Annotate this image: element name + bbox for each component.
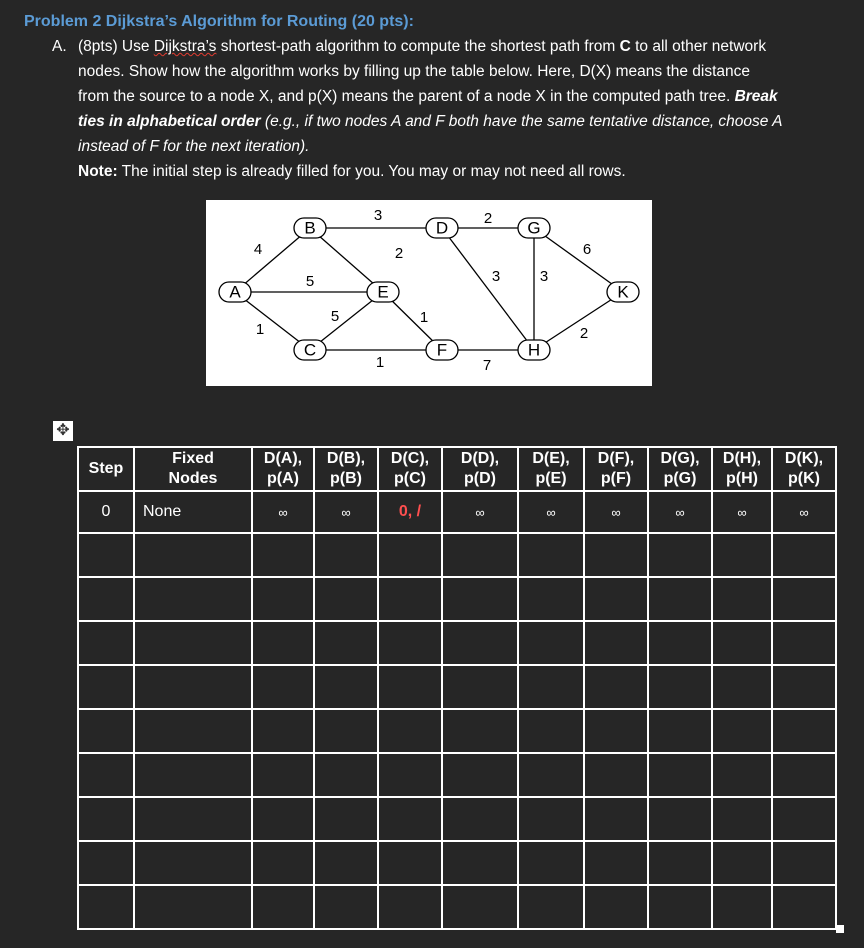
svg-text:F: F xyxy=(436,340,448,360)
row0-f[interactable]: ∞ xyxy=(584,491,648,533)
svg-text:A: A xyxy=(229,282,241,302)
table-cell[interactable] xyxy=(252,577,314,621)
table-cell[interactable] xyxy=(648,709,712,753)
table-cell[interactable] xyxy=(584,577,648,621)
table-cell[interactable] xyxy=(518,621,584,665)
table-cell[interactable] xyxy=(378,753,442,797)
table-cell[interactable] xyxy=(252,753,314,797)
header-c: D(C), p(C) xyxy=(378,447,442,491)
table-cell[interactable] xyxy=(378,621,442,665)
question-text xyxy=(78,34,848,184)
table-cell[interactable] xyxy=(78,665,134,709)
node-k xyxy=(607,282,639,302)
table-cell[interactable] xyxy=(134,885,252,929)
table-cell[interactable] xyxy=(518,665,584,709)
edge-weight-h-k: 2 xyxy=(579,324,589,342)
dijkstra-table xyxy=(77,446,837,930)
edge-weight-d-h: 3 xyxy=(491,267,501,285)
table-row xyxy=(78,577,836,621)
network-graph xyxy=(206,200,652,386)
q-line1-end: to all other network xyxy=(630,38,767,55)
edge-weight-d-g: 2 xyxy=(483,209,493,227)
q-line4-bold: ties in alphabetical order xyxy=(78,113,261,130)
header-step: Step xyxy=(78,447,134,491)
header-h: D(H), p(H) xyxy=(712,447,772,491)
table-cell[interactable] xyxy=(584,885,648,929)
row0-g[interactable]: ∞ xyxy=(648,491,712,533)
q-line2: nodes. Show how the algorithm works by filling up the table below. Here, D(X) means the distance xyxy=(78,63,751,80)
table-cell[interactable] xyxy=(314,841,378,885)
table-row xyxy=(78,491,836,533)
row0-b[interactable]: ∞ xyxy=(314,491,378,533)
header-a: D(A), p(A) xyxy=(252,447,314,491)
svg-text:K: K xyxy=(617,282,629,302)
header-k: D(K), p(K) xyxy=(772,447,836,491)
row0-step[interactable]: 0 xyxy=(78,491,134,533)
table-cell[interactable] xyxy=(442,841,518,885)
table-cell[interactable] xyxy=(442,797,518,841)
svg-text:H: H xyxy=(527,340,541,360)
table-cell[interactable] xyxy=(772,665,836,709)
table-cell[interactable] xyxy=(648,533,712,577)
node-h xyxy=(518,340,550,360)
table-cell[interactable] xyxy=(252,621,314,665)
table-cell[interactable] xyxy=(584,665,648,709)
edge-weight-b-d: 3 xyxy=(373,206,383,224)
q-line5-italic: instead of F for the next iteration). xyxy=(78,138,310,155)
table-cell[interactable] xyxy=(378,885,442,929)
table-cell[interactable] xyxy=(134,621,252,665)
table-row xyxy=(78,885,836,929)
edge-weight-g-k: 6 xyxy=(582,240,592,258)
table-row xyxy=(78,621,836,665)
table-cell[interactable] xyxy=(314,665,378,709)
header-f: D(F), p(F) xyxy=(584,447,648,491)
table-cell[interactable] xyxy=(314,621,378,665)
table-cell[interactable] xyxy=(78,577,134,621)
svg-text:E: E xyxy=(377,282,389,302)
row0-e[interactable]: ∞ xyxy=(518,491,584,533)
table-cell[interactable] xyxy=(518,885,584,929)
table-cell[interactable] xyxy=(378,665,442,709)
edge-weight-b-e: 2 xyxy=(394,244,404,262)
q-line1-pre: (8pts) Use xyxy=(78,38,154,55)
table-cell[interactable] xyxy=(648,665,712,709)
row0-d[interactable]: ∞ xyxy=(442,491,518,533)
table-cell[interactable] xyxy=(314,709,378,753)
table-cell[interactable] xyxy=(584,753,648,797)
table-cell[interactable] xyxy=(378,797,442,841)
table-cell[interactable] xyxy=(584,841,648,885)
table-cell[interactable] xyxy=(442,665,518,709)
table-cell[interactable] xyxy=(252,533,314,577)
table-cell[interactable] xyxy=(712,533,772,577)
table-cell[interactable] xyxy=(648,753,712,797)
q-line1-word: Dijkstra’s xyxy=(153,38,217,55)
table-cell[interactable] xyxy=(584,797,648,841)
table-cell[interactable] xyxy=(314,577,378,621)
table-cell[interactable] xyxy=(518,753,584,797)
q-line4-italic: (e.g., if two nodes A and F both have the same tentative distance, choose A xyxy=(264,113,783,130)
table-cell[interactable] xyxy=(584,709,648,753)
table-cell[interactable] xyxy=(712,841,772,885)
table-cell[interactable] xyxy=(584,533,648,577)
table-row xyxy=(78,841,836,885)
table-cell[interactable] xyxy=(712,797,772,841)
table-move-handle-icon[interactable]: ✥ xyxy=(53,421,73,441)
part-a-label: A. xyxy=(52,38,67,55)
problem-heading: Problem 2 Dijkstra’s Algorithm for Routing (20 pts): xyxy=(24,13,414,30)
table-cell[interactable] xyxy=(134,753,252,797)
table-cell[interactable] xyxy=(648,577,712,621)
q-line1-bold: C xyxy=(619,38,631,55)
header-row xyxy=(78,447,836,491)
svg-text:B: B xyxy=(304,218,316,238)
row0-fixed[interactable]: None xyxy=(134,491,252,533)
svg-text:G: G xyxy=(527,218,541,238)
table-cell[interactable] xyxy=(518,577,584,621)
edge-a-b xyxy=(235,228,310,292)
edge-weight-e-f: 1 xyxy=(419,308,429,326)
edge-h-k xyxy=(534,292,623,350)
table-cell[interactable] xyxy=(378,533,442,577)
table-row xyxy=(78,709,836,753)
table-cell[interactable] xyxy=(772,841,836,885)
table-cell[interactable] xyxy=(314,533,378,577)
table-cell[interactable] xyxy=(584,621,648,665)
table-cell[interactable] xyxy=(772,885,836,929)
table-cell[interactable] xyxy=(78,753,134,797)
table-cell[interactable] xyxy=(314,753,378,797)
q-line3-bold: Break xyxy=(734,88,778,105)
table-cell[interactable] xyxy=(442,709,518,753)
table-cell[interactable] xyxy=(648,621,712,665)
table-cell[interactable] xyxy=(772,709,836,753)
table-cell[interactable] xyxy=(134,533,252,577)
table-cell[interactable] xyxy=(378,577,442,621)
table-cell[interactable] xyxy=(712,753,772,797)
table-cell[interactable] xyxy=(134,577,252,621)
table-cell[interactable] xyxy=(712,885,772,929)
table-cell[interactable] xyxy=(78,709,134,753)
row0-k[interactable]: ∞ xyxy=(772,491,836,533)
table-row xyxy=(78,665,836,709)
table-cell[interactable] xyxy=(252,709,314,753)
table-cell[interactable] xyxy=(442,621,518,665)
node-e xyxy=(367,282,399,302)
table-row xyxy=(78,753,836,797)
edge-weight-c-e: 5 xyxy=(330,307,340,325)
edge-d-h xyxy=(442,228,534,350)
node-d xyxy=(426,218,458,238)
table-cell[interactable] xyxy=(648,885,712,929)
edge-weight-f-h: 7 xyxy=(482,356,492,374)
table-cell[interactable] xyxy=(442,577,518,621)
table-cell[interactable] xyxy=(78,885,134,929)
row0-h[interactable]: ∞ xyxy=(712,491,772,533)
edge-b-e xyxy=(310,228,383,292)
header-fixed-nodes: Fixed Nodes xyxy=(134,447,252,491)
node-c xyxy=(294,340,326,360)
header-b: D(B), p(B) xyxy=(314,447,378,491)
table-cell[interactable] xyxy=(134,709,252,753)
edge-weight-c-f: 1 xyxy=(375,353,385,371)
table-cell[interactable] xyxy=(772,753,836,797)
node-f xyxy=(426,340,458,360)
svg-text:D: D xyxy=(435,218,449,238)
q-line1-post: shortest-path algorithm to compute the shortest path from xyxy=(216,38,620,55)
table-row xyxy=(78,533,836,577)
table-cell[interactable] xyxy=(712,621,772,665)
header-d: D(D), p(D) xyxy=(442,447,518,491)
node-g xyxy=(518,218,550,238)
table-cell[interactable] xyxy=(712,709,772,753)
table-cell[interactable] xyxy=(252,885,314,929)
table-cell[interactable] xyxy=(442,753,518,797)
table-cell[interactable] xyxy=(314,885,378,929)
table-cell[interactable] xyxy=(78,797,134,841)
table-cell[interactable] xyxy=(518,797,584,841)
table-cell[interactable] xyxy=(712,665,772,709)
note-text: The initial step is already filled for you. You may or may not need all rows. xyxy=(121,163,626,180)
table-cell[interactable] xyxy=(134,841,252,885)
table-cell[interactable] xyxy=(78,841,134,885)
table-cell[interactable] xyxy=(252,797,314,841)
table-cell[interactable] xyxy=(518,709,584,753)
table-cell[interactable] xyxy=(442,885,518,929)
svg-text:C: C xyxy=(303,340,317,360)
table-cell[interactable] xyxy=(442,533,518,577)
node-b xyxy=(294,218,326,238)
table-cell[interactable] xyxy=(252,841,314,885)
row0-a[interactable]: ∞ xyxy=(252,491,314,533)
table-cell[interactable] xyxy=(772,621,836,665)
row0-c[interactable]: 0, / xyxy=(378,491,442,533)
node-a xyxy=(219,282,251,302)
table-cell[interactable] xyxy=(378,841,442,885)
note-label: Note: xyxy=(78,163,118,180)
table-cell[interactable] xyxy=(314,797,378,841)
header-e: D(E), p(E) xyxy=(518,447,584,491)
edge-weight-a-b: 4 xyxy=(253,240,263,258)
q-line3: from the source to a node X, and p(X) means the parent of a node X in the computed path tree. xyxy=(78,88,731,105)
table-cell[interactable] xyxy=(712,577,772,621)
table-cell[interactable] xyxy=(518,841,584,885)
table-cell[interactable] xyxy=(78,533,134,577)
table-cell[interactable] xyxy=(648,797,712,841)
table-cell[interactable] xyxy=(134,797,252,841)
table-cell[interactable] xyxy=(134,665,252,709)
table-row xyxy=(78,797,836,841)
table-cell[interactable] xyxy=(518,533,584,577)
table-cell[interactable] xyxy=(252,665,314,709)
table-cell[interactable] xyxy=(378,709,442,753)
edge-weight-a-e: 5 xyxy=(305,272,315,290)
edge-weight-a-c: 1 xyxy=(255,320,265,338)
table-cell[interactable] xyxy=(772,797,836,841)
table-cell[interactable] xyxy=(78,621,134,665)
table-cell[interactable] xyxy=(772,577,836,621)
header-g: D(G), p(G) xyxy=(648,447,712,491)
table-cell[interactable] xyxy=(648,841,712,885)
table-cell[interactable] xyxy=(772,533,836,577)
edge-weight-g-h: 3 xyxy=(539,267,549,285)
resize-handle[interactable] xyxy=(836,925,844,933)
